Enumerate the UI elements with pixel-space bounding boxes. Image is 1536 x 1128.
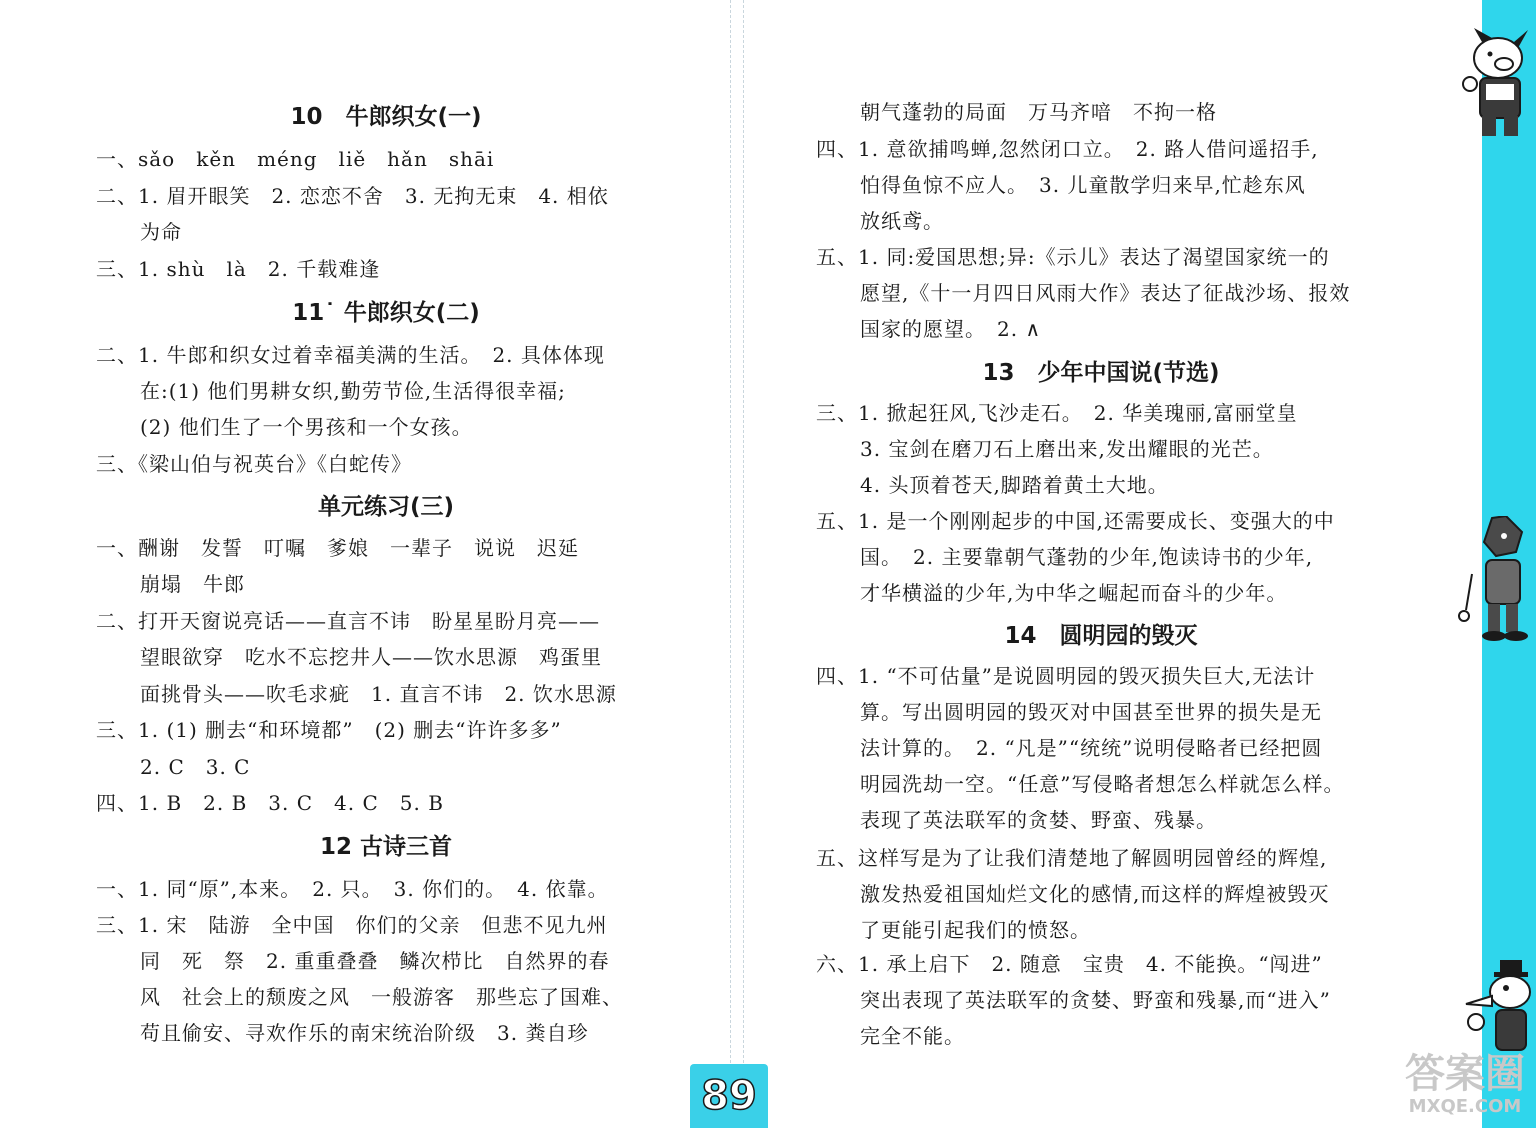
right-page bbox=[744, 0, 1536, 1128]
answer-line: 为命 bbox=[140, 220, 182, 244]
answer-line: 了更能引起我们的愤怒。 bbox=[860, 918, 1091, 942]
answer-line: 才华横溢的少年,为中华之崛起而奋斗的少年。 bbox=[860, 581, 1288, 605]
answer-line: 二、1. 牛郎和织女过着幸福美满的生活。 2. 具体体现 bbox=[96, 343, 605, 367]
section-heading: 单元练习(三) bbox=[317, 494, 455, 520]
answer-line: 风 社会上的颓废之风 一般游客 那些忘了国难、 bbox=[140, 985, 623, 1009]
answer-line: 国家的愿望。 2. ∧ bbox=[860, 317, 1042, 341]
section-heading: 14 圆明园的毁灭 bbox=[1004, 623, 1198, 649]
section-heading: 12 古诗三首 bbox=[319, 834, 452, 860]
answer-line: 国。 2. 主要靠朝气蓬勃的少年,饱读诗书的少年, bbox=[860, 545, 1314, 569]
answer-line: 愿望,《十一月四日风雨大作》表达了征战沙场、报效 bbox=[860, 281, 1351, 305]
duck-cartoon-icon bbox=[1452, 960, 1536, 1060]
answer-line: 怕得鱼惊不应人。 3. 儿童散学归来早,忙趁东风 bbox=[860, 173, 1306, 197]
answer-line: 崩塌 牛郎 bbox=[140, 572, 245, 596]
answer-line: 突出表现了英法联军的贪婪、野蛮和残暴,而“进入” bbox=[860, 988, 1331, 1012]
answer-line: 在:(1) 他们男耕女织,勤劳节俭,生活得很幸福; bbox=[140, 379, 566, 403]
page-number: 89 bbox=[690, 1064, 768, 1128]
answer-line: 完全不能。 bbox=[860, 1024, 965, 1048]
answer-line: 五、1. 同:爱国思想;异:《示儿》表达了渴望国家统一的 bbox=[816, 245, 1330, 269]
answer-line: 望眼欲穿 吃水不忘挖井人——饮水思源 鸡蛋里 bbox=[140, 645, 602, 669]
answer-line: 三、《梁山伯与祝英台》《白蛇传》 bbox=[96, 452, 412, 476]
answer-line: 二、1. 眉开眼笑 2. 恋恋不舍 3. 无拘无束 4. 相依 bbox=[96, 184, 609, 208]
answer-line: 三、1. 宋 陆游 全中国 你们的父亲 但悲不见九州 bbox=[96, 913, 608, 937]
answer-line: 激发热爱祖国灿烂文化的感情,而这样的辉煌被毁灭 bbox=[860, 882, 1330, 906]
watermark-text: 答案圈 bbox=[1405, 1051, 1525, 1097]
book-spine bbox=[730, 0, 744, 1128]
wolf-cartoon-icon bbox=[1452, 516, 1536, 652]
section-heading: 13 少年中国说(节选) bbox=[982, 360, 1220, 386]
answer-line: 面挑骨头——吹毛求疵 1. 直言不讳 2. 饮水思源 bbox=[140, 682, 617, 706]
answer-line: 三、1. shù là 2. 千载难逢 bbox=[96, 257, 381, 281]
left-page bbox=[0, 0, 730, 1128]
answer-line: 苟且偷安、寻欢作乐的南宋统治阶级 3. 粪自珍 bbox=[140, 1021, 589, 1045]
answer-line: 一、1. 同“原”,本来。 2. 只。 3. 你们的。 4. 依靠。 bbox=[96, 877, 609, 901]
answer-line: 四、1. 意欲捕鸣蝉,忽然闭口立。 2. 路人借问遥招手, bbox=[816, 137, 1319, 161]
answer-line: 3. 宝剑在磨刀石上磨出来,发出耀眼的光芒。 bbox=[860, 437, 1274, 461]
watermark-logo bbox=[1400, 1052, 1530, 1118]
answer-line: 四、1. “不可估量”是说圆明园的毁灭损失巨大,无法计 bbox=[816, 664, 1316, 688]
section-heading: 10 牛郎织女(一) bbox=[290, 104, 482, 130]
answer-line: 明园洗劫一空。“任意”写侵略者想怎么样就怎么样。 bbox=[860, 772, 1345, 796]
answer-line: 二、打开天窗说亮话——直言不讳 盼星星盼月亮—— bbox=[96, 609, 600, 633]
answer-line: 4. 头顶着苍天,脚踏着黄土大地。 bbox=[860, 473, 1169, 497]
answer-line: 朝气蓬勃的局面 万马齐喑 不拘一格 bbox=[860, 100, 1217, 124]
answer-line: 法计算的。 2. “凡是”“统统”说明侵略者已经把圆 bbox=[860, 736, 1323, 760]
answer-line: 五、1. 是一个刚刚起步的中国,还需要成长、变强大的中 bbox=[816, 509, 1335, 533]
answer-line: 一、酬谢 发誓 叮嘱 爹娘 一辈子 说说 迟延 bbox=[96, 536, 579, 560]
answer-line: 三、1. (1) 删去“和环境都” (2) 删去“许许多多” bbox=[96, 718, 562, 742]
answer-line: (2) 他们生了一个男孩和一个女孩。 bbox=[140, 415, 473, 439]
pig-cartoon-icon bbox=[1452, 28, 1536, 140]
answer-line: 五、这样写是为了让我们清楚地了解圆明园曾经的辉煌, bbox=[816, 846, 1328, 870]
answer-line: 算。写出圆明园的毁灭对中国甚至世界的损失是无 bbox=[860, 700, 1322, 724]
watermark-url: MXQE.COM bbox=[1408, 1096, 1522, 1117]
answer-line: 放纸鸢。 bbox=[860, 209, 944, 233]
answer-line: 六、1. 承上启下 2. 随意 宝贵 4. 不能换。“闯进” bbox=[816, 952, 1323, 976]
answer-line: 表现了英法联军的贪婪、野蛮、残暴。 bbox=[860, 808, 1217, 832]
answer-line: 四、1. B 2. B 3. C 4. C 5. B bbox=[96, 791, 444, 815]
answer-line: 2. C 3. C bbox=[140, 755, 251, 779]
answer-line: 一、sǎo kěn méng liě hǎn shāi bbox=[96, 147, 495, 171]
answer-line: 三、1. 掀起狂风,飞沙走石。 2. 华美瑰丽,富丽堂皇 bbox=[816, 401, 1298, 425]
answer-line: 同 死 祭 2. 重重叠叠 鳞次栉比 自然界的春 bbox=[140, 949, 610, 973]
section-heading: 11˙ 牛郎织女(二) bbox=[292, 300, 480, 326]
